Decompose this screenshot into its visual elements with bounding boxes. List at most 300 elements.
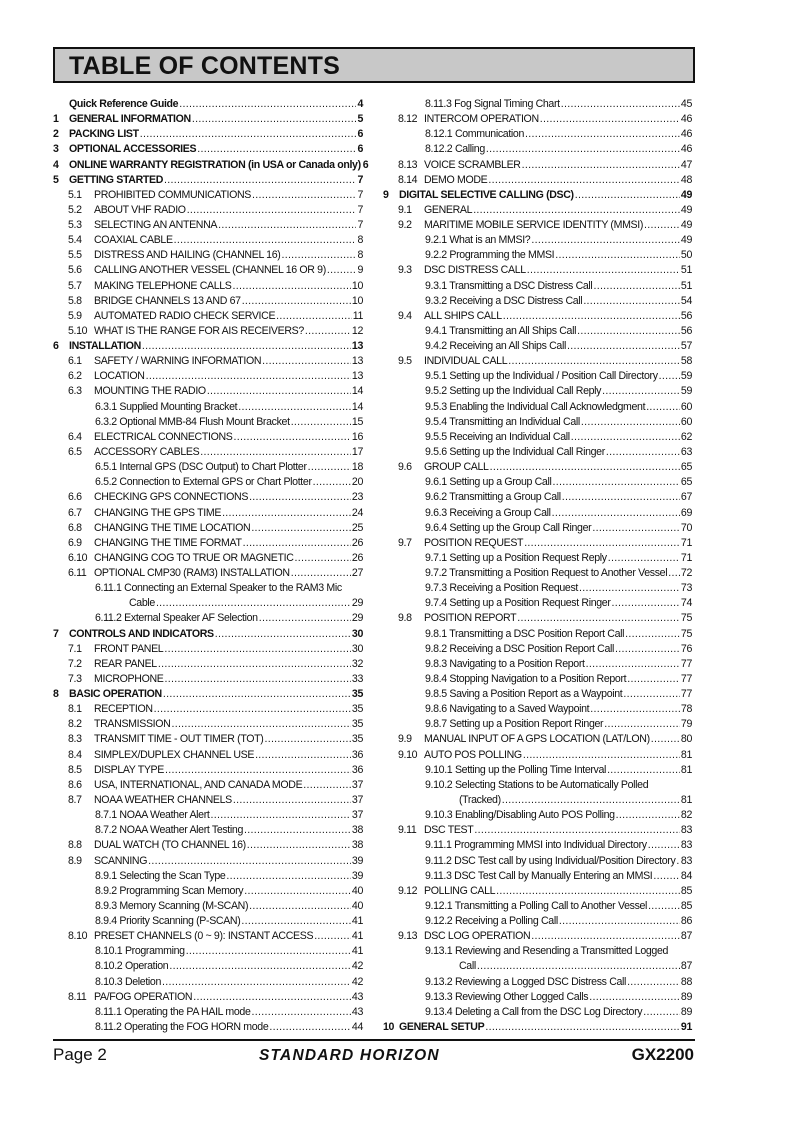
toc-entry-title: MARITIME MOBILE SERVICE IDENTITY (MMSI) — [424, 219, 644, 232]
toc-entry-title: DSC DISTRESS CALL — [424, 264, 526, 277]
toc-leader-dots — [158, 658, 351, 672]
toc-entry-page: 29 — [351, 597, 363, 610]
toc-entry-title: 9.6.1 Setting up a Group Call — [425, 476, 552, 489]
toc-entry-number: 9.12 — [398, 884, 418, 897]
toc-entry-page: 77 — [680, 688, 692, 701]
toc-entry — [53, 763, 363, 778]
toc-entry — [53, 127, 363, 142]
toc-entry-title: 9.3.2 Receiving a DSC Distress Call — [425, 294, 583, 307]
toc-entry-number: 9.11 — [398, 824, 417, 837]
toc-leader-dots — [644, 219, 680, 233]
toc-entry-title: OPTIONAL ACCESSORIES — [69, 143, 197, 156]
toc-leader-dots — [154, 703, 351, 717]
toc-entry-page: 60 — [680, 400, 692, 413]
toc-entry-number: 5 — [53, 173, 59, 186]
toc-entry-number: 6.3 — [68, 385, 82, 398]
toc-leader-dots — [474, 824, 680, 838]
toc-leader-dots — [244, 824, 351, 838]
toc-entry-page: 36 — [351, 763, 363, 776]
toc-entry-title: NOAA WEATHER CHANNELS — [94, 793, 232, 806]
toc-entry-page: 85 — [680, 884, 692, 897]
toc-entry — [383, 854, 692, 869]
toc-entry-page: 35 — [351, 733, 363, 746]
toc-leader-dots — [242, 295, 351, 309]
toc-leader-dots — [668, 567, 680, 581]
toc-entry-title: 9.13.3 Reviewing Other Logged Calls — [425, 990, 589, 1003]
toc-entry-title: ABOUT VHF RADIO — [94, 203, 186, 216]
toc-entry — [383, 748, 692, 763]
toc-leader-dots — [581, 416, 680, 430]
toc-entry-title: 8.10.3 Deletion — [95, 975, 162, 988]
toc-entry-title: 9.5.6 Setting up the Individual Call Ringer — [425, 445, 605, 458]
toc-leader-dots — [269, 1021, 351, 1035]
toc-leader-dots — [592, 522, 680, 536]
toc-entry-title: 9.7.1 Setting up a Position Request Reply — [425, 551, 607, 564]
toc-entry-title: DUAL WATCH (TO CHANNEL 16) — [94, 839, 246, 852]
toc-leader-dots — [164, 673, 350, 687]
toc-leader-dots — [291, 416, 351, 430]
toc-entry-title: SELECTING AN ANTENNA — [94, 219, 218, 232]
toc-entry-page: 49 — [680, 203, 692, 216]
toc-entry-page: 81 — [680, 748, 692, 761]
toc-leader-dots — [607, 764, 680, 778]
toc-entry-page: 7 — [357, 188, 363, 201]
toc-entry-page: 49 — [680, 234, 692, 247]
toc-entry-title: 9.8.6 Navigating to a Saved Waypoint — [425, 703, 590, 716]
toc-leader-dots — [165, 764, 351, 778]
toc-leader-dots — [215, 628, 351, 642]
toc-entry — [383, 793, 692, 808]
toc-entry-page: 12 — [351, 324, 363, 337]
toc-entry — [53, 732, 363, 747]
toc-entry — [53, 400, 363, 415]
toc-leader-dots — [327, 264, 357, 278]
toc-entry — [53, 430, 363, 445]
toc-entry-page: 78 — [680, 703, 692, 716]
toc-entry-page: 13 — [351, 370, 363, 383]
toc-entry-page: 57 — [680, 340, 692, 353]
toc-entry-number: 4 — [53, 158, 59, 171]
toc-entry-page: 56 — [680, 309, 692, 322]
toc-entry — [53, 596, 363, 611]
toc-entry-number: 9.9 — [398, 733, 412, 746]
toc-entry-title: BRIDGE CHANNELS 13 AND 67 — [94, 294, 241, 307]
toc-entry-page: 77 — [680, 657, 692, 670]
toc-leader-dots — [486, 143, 680, 157]
toc-entry-title: DISPLAY TYPE — [94, 763, 164, 776]
toc-entry-page: 72 — [680, 567, 692, 580]
toc-entry-page: 36 — [351, 748, 363, 761]
toc-leader-dots — [583, 295, 680, 309]
toc-leader-dots — [571, 431, 680, 445]
toc-leader-dots — [241, 915, 350, 929]
toc-entry-title: INTERCOM OPERATION — [424, 113, 539, 126]
toc-entry — [383, 990, 692, 1005]
toc-entry — [383, 1005, 692, 1020]
toc-leader-dots — [186, 945, 351, 959]
toc-entry-title: 9.5.4 Transmitting an Individual Call — [425, 415, 580, 428]
toc-entry-page: 59 — [680, 370, 692, 383]
toc-entry-page: 62 — [680, 430, 692, 443]
toc-entry — [53, 309, 363, 324]
toc-entry-title: 9.4.1 Transmitting an All Ships Call — [425, 324, 577, 337]
toc-entry-page: 13 — [351, 355, 363, 368]
toc-entry — [53, 748, 363, 763]
toc-entry-page: 54 — [680, 294, 692, 307]
toc-entry — [383, 869, 692, 884]
toc-entry-number: 6.10 — [68, 551, 88, 564]
toc-entry-number: 3 — [53, 143, 59, 156]
toc-entry — [53, 823, 363, 838]
toc-entry-title: 9.2.2 Programming the MMSI — [425, 249, 555, 262]
toc-entry-page: 73 — [680, 582, 692, 595]
toc-entry-title: ALL SHIPS CALL — [424, 309, 502, 322]
toc-entry-page: 8 — [357, 249, 363, 262]
toc-leader-dots — [259, 612, 351, 626]
toc-entry-page: 35 — [351, 718, 363, 731]
toc-entry-title: 8.12.2 Calling — [425, 143, 485, 156]
toc-entry-page: 43 — [351, 990, 363, 1003]
toc-entry-page: 51 — [680, 264, 692, 277]
toc-leader-dots — [222, 507, 351, 521]
toc-entry — [383, 294, 692, 309]
toc-entry — [383, 536, 692, 551]
toc-entry-page: 10 — [351, 294, 363, 307]
toc-entry-page: 14 — [351, 400, 363, 413]
toc-leader-dots — [252, 189, 356, 203]
toc-leader-dots — [291, 567, 351, 581]
toc-entry-page: 44 — [351, 1020, 363, 1033]
toc-entry-title: 9.13.2 Reviewing a Logged DSC Distress Call — [425, 975, 627, 988]
toc-leader-dots — [522, 159, 680, 173]
toc-entry-title: 6.3.1 Supplied Mounting Bracket — [95, 400, 238, 413]
toc-leader-dots — [540, 113, 680, 127]
toc-entry — [53, 869, 363, 884]
toc-entry — [383, 203, 692, 218]
toc-leader-dots — [627, 976, 680, 990]
toc-entry — [53, 793, 363, 808]
toc-leader-dots — [238, 401, 351, 415]
toc-entry-number: 5.2 — [68, 203, 82, 216]
toc-entry-title: GENERAL INFORMATION — [69, 113, 191, 126]
toc-entry-page: 24 — [351, 506, 363, 519]
toc-entry-number: 5.6 — [68, 264, 82, 277]
toc-entry-page: 41 — [351, 930, 363, 943]
toc-entry-page: 48 — [680, 173, 692, 186]
toc-entry-title: 8.10.2 Operation — [95, 960, 169, 973]
toc-entry-title: DIGITAL SELECTIVE CALLING (DSC) — [399, 188, 574, 201]
toc-leader-dots — [646, 401, 680, 415]
toc-entry — [383, 263, 692, 278]
toc-leader-dots — [193, 991, 351, 1005]
toc-entry-number: 8.5 — [68, 763, 82, 776]
toc-entry-number: 9.1 — [398, 203, 412, 216]
toc-entry-page: 10 — [351, 279, 363, 292]
toc-entry — [53, 490, 363, 505]
toc-entry — [383, 672, 692, 687]
toc-leader-dots — [179, 98, 356, 112]
toc-entry-page: 16 — [351, 430, 363, 443]
toc-entry-title: CALLING ANOTHER VESSEL (CHANNEL 16 OR 9) — [94, 264, 326, 277]
toc-entry-page: 67 — [680, 491, 692, 504]
toc-entry-title: 9.6.4 Setting up the Group Call Ringer — [425, 521, 592, 534]
toc-leader-dots — [303, 779, 351, 793]
toc-entry — [383, 975, 692, 990]
toc-leader-dots — [164, 174, 356, 188]
toc-leader-dots — [233, 280, 351, 294]
toc-entry — [383, 384, 692, 399]
toc-entry-number: 7.1 — [68, 642, 82, 655]
toc-entry — [53, 717, 363, 732]
toc-entry-title: PACKING LIST — [69, 128, 139, 141]
toc-leader-dots — [276, 310, 352, 324]
toc-entry-page: 45 — [680, 98, 692, 110]
toc-entry-page: 46 — [680, 128, 692, 141]
toc-leader-dots — [140, 128, 357, 142]
toc-entry — [53, 445, 363, 460]
toc-entry — [53, 112, 363, 127]
toc-leader-dots — [255, 749, 351, 763]
toc-leader-dots — [524, 537, 680, 551]
toc-entry-title: 6.5.1 Internal GPS (DSC Output) to Chart Plotter — [95, 461, 307, 474]
toc-entry-number: 7.2 — [68, 657, 82, 670]
toc-entry — [383, 324, 692, 339]
toc-entry — [53, 354, 363, 369]
toc-leader-dots — [490, 461, 680, 475]
toc-leader-dots — [477, 960, 680, 974]
toc-entry-title: CONTROLS AND INDICATORS — [69, 627, 214, 640]
toc-entry — [53, 475, 363, 490]
toc-entry — [383, 354, 692, 369]
toc-entry — [53, 990, 363, 1005]
toc-entry-title: CHECKING GPS CONNECTIONS — [94, 491, 249, 504]
toc-entry — [53, 384, 363, 399]
toc-entry-page: 23 — [351, 491, 363, 504]
toc-entry-number: 10 — [383, 1020, 395, 1033]
toc-entry-title: USA, INTERNATIONAL, AND CANADA MODE — [94, 778, 303, 791]
toc-entry — [383, 611, 692, 626]
toc-entry — [53, 838, 363, 853]
title-banner — [53, 47, 695, 83]
toc-entry-title: 8.7.2 NOAA Weather Alert Testing — [95, 824, 243, 837]
toc-entry-title: 9.12.1 Transmitting a Polling Call to Another Vessel — [425, 899, 648, 912]
toc-leader-dots — [485, 1021, 680, 1035]
toc-entry-page: 39 — [351, 869, 363, 882]
toc-entry-title: WHAT IS THE RANGE FOR AIS RECEIVERS? — [94, 324, 304, 337]
toc-entry — [53, 173, 363, 188]
toc-entry-title: POSITION REQUEST — [424, 536, 524, 549]
toc-entry-page: 49 — [680, 188, 692, 201]
toc-entry-title: DSC TEST — [424, 824, 474, 837]
toc-entry-number: 6.4 — [68, 430, 82, 443]
toc-entry-title: SIMPLEX/DUPLEX CHANNEL USE — [94, 748, 255, 761]
toc-entry-title: DSC LOG OPERATION — [424, 930, 531, 943]
toc-entry-page: 83 — [680, 839, 692, 852]
toc-entry-page: 26 — [351, 536, 363, 549]
toc-entry-number: 8.4 — [68, 748, 82, 761]
toc-entry-page: 37 — [351, 778, 363, 791]
toc-entry-page: 51 — [680, 279, 692, 292]
toc-entry — [383, 400, 692, 415]
toc-entry-page: 60 — [680, 415, 692, 428]
toc-entry-title: 9.10.2 Selecting Stations to be Automatically Polled — [425, 778, 649, 791]
toc-leader-dots — [562, 491, 680, 505]
toc-entry-title: MOUNTING THE RADIO — [94, 385, 206, 398]
toc-entry-title: 8.12.1 Communication — [425, 128, 524, 141]
toc-entry-number: 8.6 — [68, 778, 82, 791]
toc-entry — [383, 233, 692, 248]
toc-entry-number: 8.9 — [68, 854, 82, 867]
toc-entry-page: 84 — [680, 869, 692, 882]
toc-entry — [53, 899, 363, 914]
toc-entry-page: 88 — [680, 975, 692, 988]
toc-entry-number: 5.5 — [68, 249, 82, 262]
toc-leader-dots — [308, 461, 351, 475]
toc-entry-page: 86 — [680, 915, 692, 928]
toc-entry-page: 9 — [357, 264, 363, 277]
toc-entry-number: 5.9 — [68, 309, 82, 322]
toc-leader-dots — [561, 98, 680, 112]
toc-leader-dots — [174, 234, 357, 248]
toc-entry-page: 46 — [680, 143, 692, 156]
toc-entry — [383, 642, 692, 657]
toc-entry-number: 8.14 — [398, 173, 418, 186]
toc-entry-page: 11 — [352, 309, 363, 322]
toc-entry-page: 7 — [357, 219, 363, 232]
toc-entry — [383, 702, 692, 717]
toc-entry-number: 9.7 — [398, 536, 412, 549]
toc-leader-dots — [623, 688, 680, 702]
toc-entry-title: 9.13.1 Reviewing and Resending a Transmitted Logged — [425, 945, 669, 958]
toc-entry-page: 89 — [680, 1005, 692, 1018]
toc-entry-page: 18 — [351, 461, 363, 474]
toc-entry-title: 8.10.1 Programming — [95, 945, 185, 958]
toc-entry-page: 46 — [680, 113, 692, 126]
toc-entry-title: 6.11.1 Connecting an External Speaker to the RAM3 Mic — [95, 582, 342, 595]
toc-entry — [383, 142, 692, 157]
toc-entry — [53, 1020, 363, 1035]
toc-entry — [53, 657, 363, 672]
toc-entry — [383, 687, 692, 702]
toc-entry-page: 30 — [351, 642, 363, 655]
footer-model-name: GX2200 — [631, 1045, 694, 1064]
toc-entry-title: MAKING TELEPHONE CALLS — [94, 279, 232, 292]
toc-leader-dots — [264, 733, 350, 747]
toc-entry-title: 9.8.1 Transmitting a DSC Position Report Call — [425, 627, 625, 640]
toc-entry-page: 42 — [351, 960, 363, 973]
toc-leader-dots — [187, 204, 357, 218]
toc-leader-dots — [659, 370, 680, 384]
toc-entry-page: 81 — [680, 763, 692, 776]
toc-leader-dots — [233, 794, 351, 808]
toc-entry-title: 9.6.2 Transmitting a Group Call — [425, 491, 561, 504]
toc-entry-title: 9.11.2 DSC Test call by using Individual/Position Directory — [425, 854, 676, 867]
toc-entry-number: 1 — [53, 113, 59, 126]
toc-entry-page: 83 — [680, 854, 692, 867]
toc-entry-page: 25 — [351, 521, 363, 534]
toc-entry-page: 75 — [680, 627, 692, 640]
toc-entry-title: PRESET CHANNELS (0 ~ 9): INSTANT ACCESS — [94, 930, 314, 943]
toc-entry-page: 37 — [351, 809, 363, 822]
toc-entry — [383, 415, 692, 430]
toc-entry-title: 8.11.1 Operating the PA HAIL mode — [95, 1005, 251, 1018]
toc-entry-page: 85 — [680, 899, 692, 912]
toc-entry-title: 8.9.1 Selecting the Scan Type — [95, 869, 226, 882]
toc-entry-page: 91 — [680, 1020, 692, 1033]
toc-entry-title: TRANSMIT TIME - OUT TIMER (TOT) — [94, 733, 264, 746]
toc-entry-page: 7 — [357, 203, 363, 216]
toc-entry — [383, 627, 692, 642]
toc-entry-number: 5.1 — [68, 188, 82, 201]
toc-entry-title: TRANSMISSION — [94, 718, 171, 731]
toc-leader-dots — [156, 597, 351, 611]
toc-entry-page: 65 — [680, 476, 692, 489]
toc-entry-title: 8.7.1 NOAA Weather Alert — [95, 809, 210, 822]
toc-leader-dots — [496, 885, 680, 899]
toc-entry — [53, 279, 363, 294]
toc-entry — [383, 823, 692, 838]
toc-leader-dots — [249, 900, 351, 914]
toc-entry — [383, 914, 692, 929]
toc-entry-title: OPTIONAL CMP30 (RAM3) INSTALLATION — [94, 567, 290, 580]
footer-page-number: Page 2 — [53, 1045, 107, 1064]
toc-entry — [53, 158, 369, 173]
toc-entry-page: 77 — [680, 672, 692, 685]
toc-leader-dots — [142, 340, 351, 354]
toc-entry — [53, 581, 363, 596]
toc-entry-page: 8 — [357, 234, 363, 247]
toc-entry-page: 32 — [351, 657, 363, 670]
toc-entry — [53, 642, 363, 657]
toc-entry-title: CHANGING THE TIME LOCATION — [94, 521, 251, 534]
toc-entry-title: PA/FOG OPERATION — [94, 990, 193, 1003]
toc-entry — [383, 97, 692, 112]
toc-entry — [53, 233, 363, 248]
toc-entry — [53, 263, 363, 278]
toc-entry-title: 9.10.3 Enabling/Disabling Auto POS Polling — [425, 809, 615, 822]
toc-leader-dots — [503, 310, 680, 324]
toc-entry-title: FRONT PANEL — [94, 642, 164, 655]
toc-entry-page: 33 — [351, 672, 363, 685]
toc-entry-title: INSTALLATION — [69, 340, 141, 353]
toc-entry — [383, 717, 692, 732]
toc-leader-dots — [305, 325, 351, 339]
toc-entry-title: 9.8.4 Stopping Navigation to a Position Report — [425, 672, 627, 685]
footer-rule — [53, 1039, 695, 1041]
toc-entry-page: 76 — [680, 642, 692, 655]
toc-entry-number: 2 — [53, 128, 59, 141]
toc-leader-dots — [653, 870, 680, 884]
toc-entry — [53, 460, 363, 475]
toc-entry-page: 87 — [680, 930, 692, 943]
toc-entry — [53, 324, 363, 339]
toc-leader-dots — [502, 794, 680, 808]
toc-entry-number: 6 — [53, 340, 59, 353]
toc-entry-title: 9.6.3 Receiving a Group Call — [425, 506, 551, 519]
toc-leader-dots — [251, 522, 351, 536]
toc-entry-title: AUTOMATED RADIO CHECK SERVICE — [94, 309, 276, 322]
toc-entry-number: 6.7 — [68, 506, 82, 519]
toc-entry — [53, 929, 363, 944]
toc-entry-title: CHANGING COG TO TRUE OR MAGNETIC — [94, 551, 294, 564]
toc-leader-dots — [669, 945, 691, 959]
toc-entry-number: 7 — [53, 627, 59, 640]
toc-entry-title: Quick Reference Guide — [69, 98, 179, 110]
toc-entry — [383, 551, 692, 566]
toc-entry — [53, 687, 363, 702]
toc-leader-dots — [243, 537, 351, 551]
toc-leader-dots — [552, 507, 680, 521]
